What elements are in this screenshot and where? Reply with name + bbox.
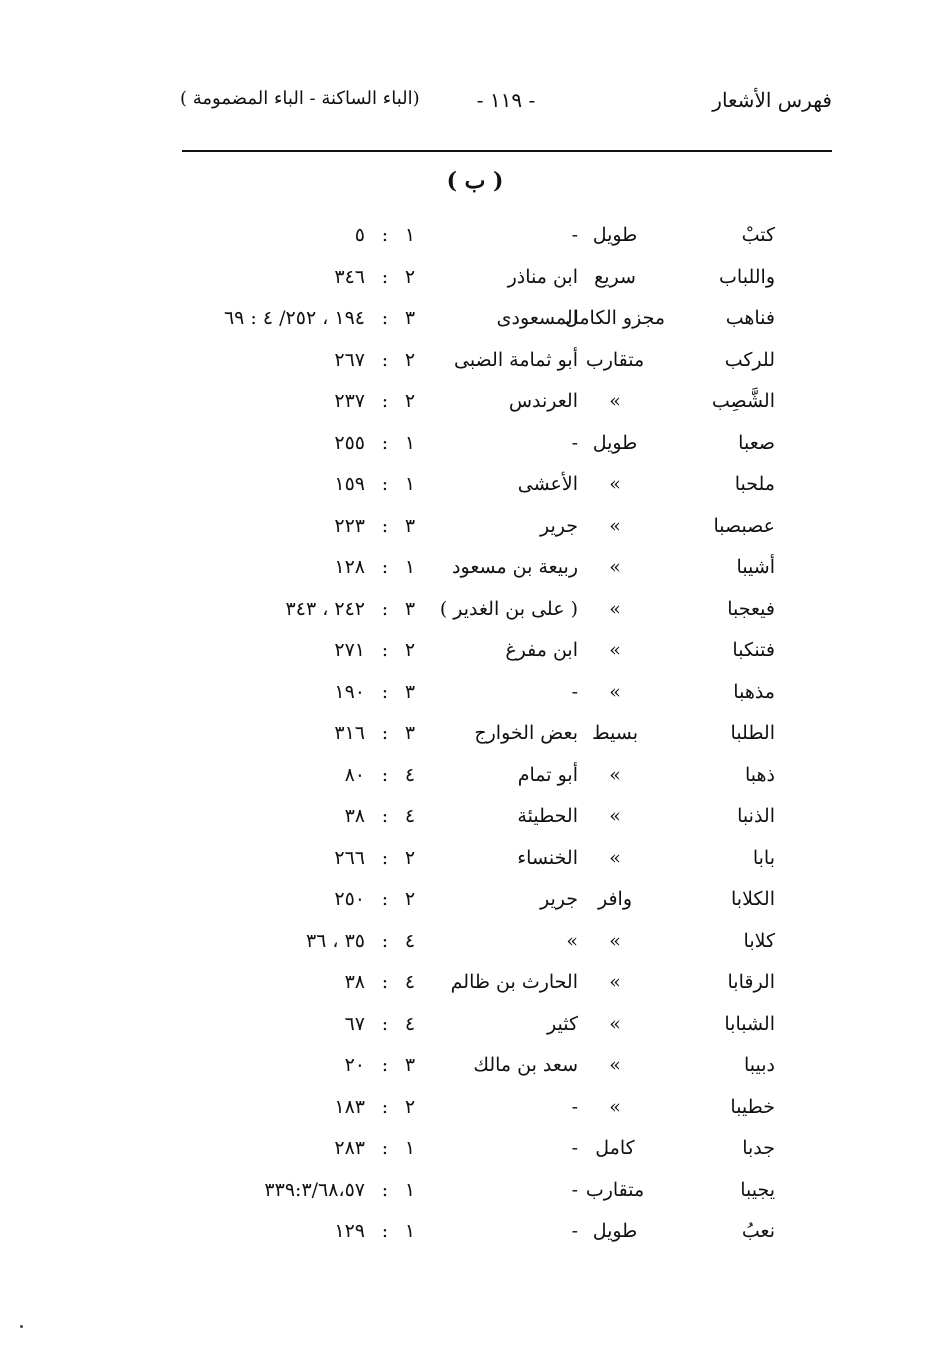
index-row bbox=[0, 1090, 950, 1132]
page-reference: ١٥٩ bbox=[334, 473, 365, 495]
separator-colon: : bbox=[381, 639, 389, 661]
rhyme-word: للركب bbox=[724, 348, 775, 371]
rhyme-word: الشَّصِب bbox=[711, 390, 775, 412]
meter: » bbox=[609, 680, 621, 703]
separator-colon: : bbox=[381, 348, 389, 371]
rhyme-word: فتنكبا bbox=[732, 639, 775, 661]
poet-name: كثير bbox=[547, 1012, 578, 1035]
poet-name: - bbox=[571, 1095, 578, 1118]
meter: » bbox=[609, 929, 621, 952]
page-reference: ٢٨٣ bbox=[334, 1137, 365, 1159]
index-row bbox=[0, 384, 950, 426]
separator-colon: : bbox=[381, 1137, 389, 1159]
volume-number: ١ bbox=[404, 431, 416, 454]
separator-colon: : bbox=[381, 1012, 389, 1035]
rhyme-word: الطلبا bbox=[730, 722, 775, 744]
index-row bbox=[0, 1048, 950, 1090]
rhyme-word: الذنبا bbox=[737, 805, 775, 827]
volume-number: ٢ bbox=[404, 390, 416, 412]
poet-name: أبو تمام bbox=[517, 763, 578, 786]
meter: بسيط bbox=[591, 722, 638, 744]
index-row bbox=[0, 924, 950, 966]
poet-name: - bbox=[571, 1137, 578, 1159]
poet-name: العرندس bbox=[508, 390, 578, 412]
separator-colon: : bbox=[381, 1220, 389, 1242]
rhyme-word: أشيبا bbox=[736, 556, 775, 578]
volume-number: ١ bbox=[404, 1178, 416, 1201]
meter: وافر bbox=[597, 888, 633, 910]
separator-colon: : bbox=[381, 805, 389, 827]
index-row bbox=[0, 260, 950, 302]
meter: طويل bbox=[592, 224, 638, 246]
rhyme-word: فناهب bbox=[725, 307, 775, 329]
volume-number: ١ bbox=[404, 1220, 416, 1242]
section-heading: ( ب ) bbox=[446, 168, 504, 194]
rhyme-word: الكلابا bbox=[731, 888, 775, 910]
volume-number: ٤ bbox=[404, 1012, 416, 1035]
section-range: (الباء الساكنة - الباء المضمومة ) bbox=[180, 88, 420, 109]
poet-name: الحارث بن ظالم bbox=[450, 971, 578, 993]
meter: » bbox=[609, 390, 621, 412]
index-row bbox=[0, 426, 950, 468]
poet-name: » bbox=[566, 929, 578, 952]
page-reference: ٢٠ bbox=[344, 1054, 365, 1076]
poet-name: ابن مناذر bbox=[507, 265, 578, 288]
page-reference: ٣٤٦ bbox=[334, 265, 365, 288]
poet-name: بعض الخوارج bbox=[474, 722, 578, 744]
separator-colon: : bbox=[381, 597, 389, 620]
separator-colon: : bbox=[381, 680, 389, 703]
separator-colon: : bbox=[381, 224, 389, 246]
volume-number: ١ bbox=[404, 1137, 416, 1159]
meter: » bbox=[609, 597, 621, 620]
meter: متقارب bbox=[585, 1178, 645, 1201]
page-reference: ٢٣٧ bbox=[334, 390, 365, 412]
separator-colon: : bbox=[381, 473, 389, 495]
volume-number: ٢ bbox=[404, 846, 416, 869]
page-number: - ١١٩ - bbox=[476, 88, 536, 112]
volume-number: ٢ bbox=[404, 348, 416, 371]
page-reference: ٦٧ bbox=[344, 1012, 365, 1035]
volume-number: ٤ bbox=[404, 805, 416, 827]
poet-name: المسعودى bbox=[496, 307, 578, 329]
page-reference: ١٩٤ ، ٢٥٢/ ٤ : ٦٩ bbox=[223, 307, 365, 329]
page-reference: ٣٨ bbox=[344, 971, 365, 993]
separator-colon: : bbox=[381, 846, 389, 869]
meter: » bbox=[609, 473, 621, 495]
meter: » bbox=[609, 805, 621, 827]
poet-name: ( على بن الغدير ) bbox=[439, 597, 578, 620]
page-reference: ١٩٠ bbox=[334, 680, 365, 703]
separator-colon: : bbox=[381, 1054, 389, 1076]
volume-number: ٢ bbox=[404, 639, 416, 661]
separator-colon: : bbox=[381, 390, 389, 412]
meter: طويل bbox=[592, 1220, 638, 1242]
index-row bbox=[0, 509, 950, 551]
rhyme-word: بابا bbox=[752, 846, 775, 869]
poet-name: جرير bbox=[540, 514, 578, 537]
poet-name: ربيعة بن مسعود bbox=[452, 556, 578, 578]
meter: » bbox=[609, 556, 621, 578]
volume-number: ١ bbox=[404, 556, 416, 578]
meter: متقارب bbox=[585, 348, 645, 371]
volume-number: ٣ bbox=[404, 680, 416, 703]
index-row bbox=[0, 841, 950, 883]
separator-colon: : bbox=[381, 514, 389, 537]
page-reference: ١٢٨ bbox=[334, 556, 365, 578]
rhyme-word: الرقابا bbox=[727, 971, 775, 993]
page-header bbox=[180, 88, 832, 128]
rhyme-word: فيعجبا bbox=[727, 597, 775, 620]
rhyme-word: ذهبا bbox=[744, 763, 775, 786]
rhyme-word: واللباب bbox=[719, 265, 775, 288]
separator-colon: : bbox=[381, 888, 389, 910]
meter: » bbox=[609, 1095, 621, 1118]
poet-name: الخنساء bbox=[517, 846, 578, 869]
separator-colon: : bbox=[381, 1095, 389, 1118]
index-row bbox=[0, 675, 950, 717]
poet-name: - bbox=[571, 680, 578, 703]
rhyme-word: مذهبا bbox=[733, 680, 775, 703]
meter: كامل bbox=[595, 1137, 635, 1159]
volume-number: ٣ bbox=[404, 597, 416, 620]
page-reference: ٣٨ bbox=[344, 805, 365, 827]
header-divider bbox=[182, 150, 832, 152]
poetry-index-list bbox=[0, 218, 950, 1256]
page-reference: ٥ bbox=[354, 224, 365, 246]
volume-number: ٢ bbox=[404, 265, 416, 288]
separator-colon: : bbox=[381, 929, 389, 952]
separator-colon: : bbox=[381, 971, 389, 993]
index-row bbox=[0, 1173, 950, 1215]
volume-number: ٤ bbox=[404, 763, 416, 786]
volume-number: ٤ bbox=[404, 971, 416, 993]
index-row bbox=[0, 716, 950, 758]
rhyme-word: جدبا bbox=[742, 1137, 775, 1159]
separator-colon: : bbox=[381, 431, 389, 454]
index-title: فهرس الأشعار bbox=[712, 88, 832, 112]
page-reference: ٨٠ bbox=[344, 763, 365, 786]
poet-name: - bbox=[571, 431, 578, 454]
separator-colon: : bbox=[381, 556, 389, 578]
page-reference: ١٢٩ bbox=[334, 1220, 365, 1242]
meter: » bbox=[609, 514, 621, 537]
separator-colon: : bbox=[381, 265, 389, 288]
index-row bbox=[0, 1007, 950, 1049]
separator-colon: : bbox=[381, 1178, 389, 1201]
index-row bbox=[0, 1214, 950, 1256]
meter: » bbox=[609, 1054, 621, 1076]
page-reference: ٣٥ ، ٣٦ bbox=[305, 929, 365, 952]
page-reference: ٢٤٢ ، ٣٤٣ bbox=[285, 597, 365, 620]
index-row bbox=[0, 550, 950, 592]
poet-name: أبو ثمامة الضبى bbox=[453, 348, 578, 371]
separator-colon: : bbox=[381, 763, 389, 786]
poet-name: الأعشى bbox=[517, 473, 578, 495]
page-reference: ٢٥٠ bbox=[334, 888, 365, 910]
meter: » bbox=[609, 1012, 621, 1035]
poet-name: - bbox=[571, 1220, 578, 1242]
page-reference: ٢٧١ bbox=[334, 639, 365, 661]
meter: » bbox=[609, 763, 621, 786]
index-row bbox=[0, 965, 950, 1007]
index-row bbox=[0, 301, 950, 343]
rhyme-word: خطيبا bbox=[730, 1095, 775, 1118]
volume-number: ١ bbox=[404, 224, 416, 246]
page-reference: ٣١٦ bbox=[334, 722, 365, 744]
volume-number: ٣ bbox=[404, 1054, 416, 1076]
rhyme-word: دبيبا bbox=[743, 1054, 775, 1076]
index-row bbox=[0, 218, 950, 260]
index-row bbox=[0, 799, 950, 841]
volume-number: ٢ bbox=[404, 888, 416, 910]
meter: طويل bbox=[592, 431, 638, 454]
page-reference: ٢٦٧ bbox=[334, 348, 365, 371]
volume-number: ٣ bbox=[404, 307, 416, 329]
index-row bbox=[0, 633, 950, 675]
volume-number: ٣ bbox=[404, 722, 416, 744]
poet-name: - bbox=[571, 1178, 578, 1201]
rhyme-word: يجيبا bbox=[740, 1178, 775, 1201]
volume-number: ١ bbox=[404, 473, 416, 495]
poet-name: جرير bbox=[540, 888, 578, 910]
meter: مجزو الكامل bbox=[564, 307, 666, 329]
scan-speck bbox=[20, 1325, 23, 1328]
rhyme-word: كتبْ bbox=[741, 224, 775, 246]
poet-name: - bbox=[571, 224, 578, 246]
page-reference: ٢٢٣ bbox=[334, 514, 365, 537]
index-row bbox=[0, 592, 950, 634]
rhyme-word: ملحبا bbox=[734, 473, 775, 495]
meter: » bbox=[609, 971, 621, 993]
page-reference: ٢٥٥ bbox=[334, 431, 365, 454]
index-row bbox=[0, 882, 950, 924]
rhyme-word: عصبصبا bbox=[713, 514, 775, 537]
index-row bbox=[0, 343, 950, 385]
poet-name: ابن مفرغ bbox=[505, 639, 578, 661]
page-reference: ٢٦٦ bbox=[334, 846, 365, 869]
meter: » bbox=[609, 846, 621, 869]
page-reference: ٣٣٩:٣/٦٨،٥٧ bbox=[264, 1178, 365, 1201]
meter: سريع bbox=[594, 265, 636, 288]
volume-number: ٤ bbox=[404, 929, 416, 952]
index-row bbox=[0, 758, 950, 800]
volume-number: ٣ bbox=[404, 514, 416, 537]
poet-name: سعد بن مالك bbox=[473, 1054, 578, 1076]
meter: » bbox=[609, 639, 621, 661]
volume-number: ٢ bbox=[404, 1095, 416, 1118]
separator-colon: : bbox=[381, 307, 389, 329]
page-reference: ١٨٣ bbox=[334, 1095, 365, 1118]
rhyme-word: الشبابا bbox=[724, 1012, 775, 1035]
index-row bbox=[0, 467, 950, 509]
poet-name: الحطيئة bbox=[517, 805, 578, 827]
rhyme-word: صعبا bbox=[738, 431, 775, 454]
index-row bbox=[0, 1131, 950, 1173]
rhyme-word: كلابا bbox=[743, 929, 775, 952]
separator-colon: : bbox=[381, 722, 389, 744]
rhyme-word: نعبُ bbox=[741, 1220, 775, 1242]
